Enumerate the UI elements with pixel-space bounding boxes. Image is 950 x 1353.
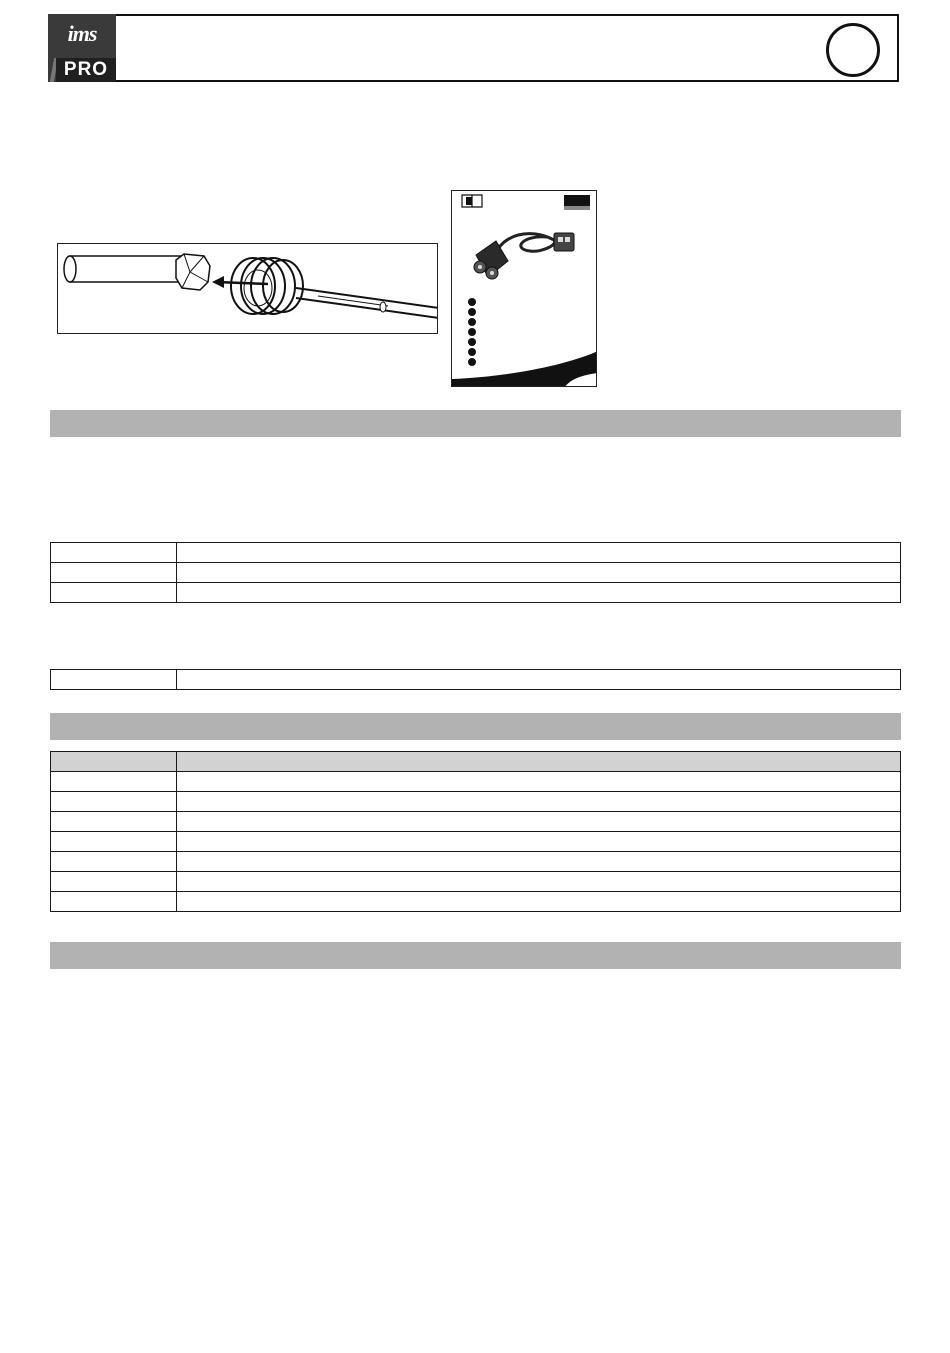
spec-table-1	[50, 542, 901, 603]
language-circle-icon	[826, 23, 880, 77]
table-row	[51, 670, 901, 690]
table-row	[51, 543, 901, 563]
manual-cover-thumbnail	[451, 190, 597, 387]
logo-ims-text: ims	[67, 21, 97, 46]
table-row	[51, 772, 901, 792]
table-row	[51, 583, 901, 603]
coil-nut-drawing	[58, 244, 438, 334]
table-row	[51, 792, 901, 812]
table-row	[51, 563, 901, 583]
table-row	[51, 892, 901, 912]
brand-logo	[48, 14, 116, 82]
table-row	[51, 812, 901, 832]
table-header-row	[51, 752, 901, 772]
section-bar-1	[50, 410, 901, 437]
table-row	[51, 872, 901, 892]
table-row	[51, 832, 901, 852]
manual-cover-drawing	[452, 191, 597, 387]
logo-pro-text: PRO	[56, 58, 116, 82]
table-row	[51, 852, 901, 872]
page-header	[48, 14, 899, 82]
spec-table-2	[50, 669, 901, 690]
coil-nut-illustration	[57, 243, 438, 334]
spec-table-3	[50, 751, 901, 912]
section-bar-3	[50, 942, 901, 969]
section-bar-2	[50, 713, 901, 740]
